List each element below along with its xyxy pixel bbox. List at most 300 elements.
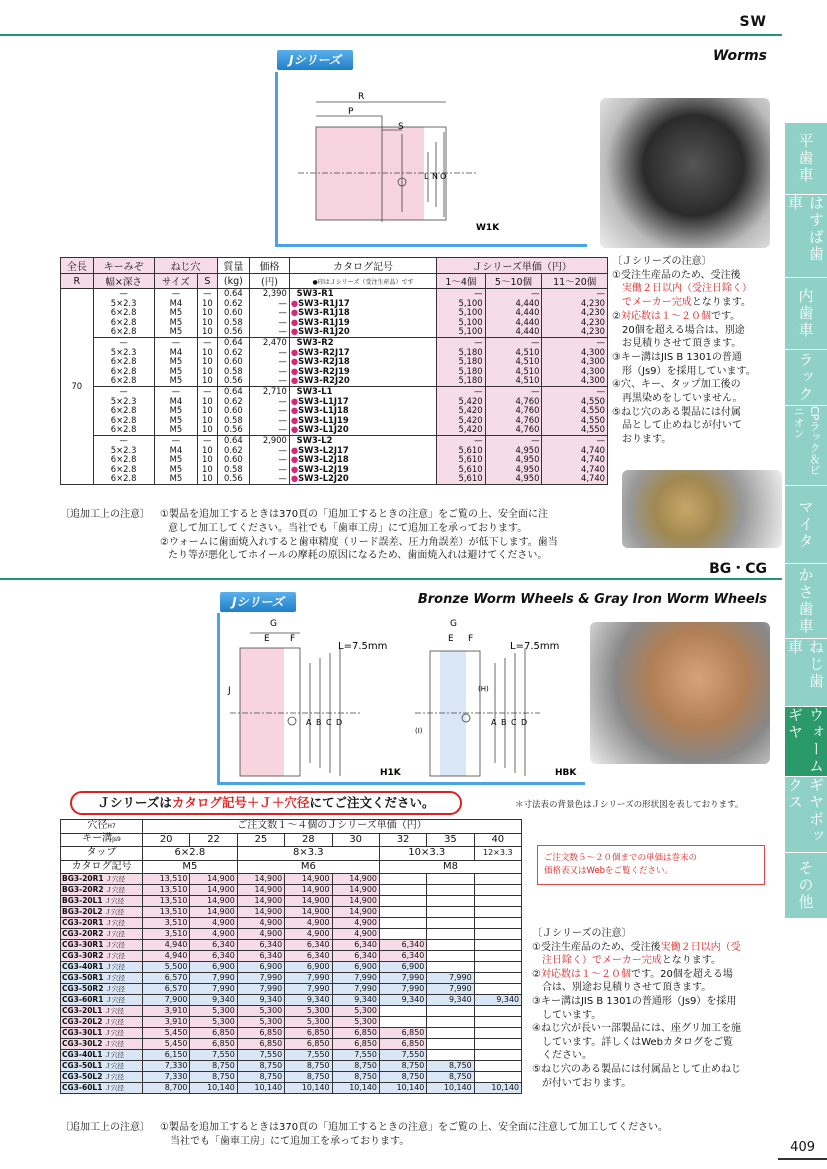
cell-jprice: 6,340 [332, 951, 379, 962]
catalog-code [291, 376, 435, 386]
cell-jprice: 5,500 [143, 962, 190, 973]
col-subheader: ●印はＪシリーズ（受注生産品）です [289, 274, 436, 289]
cell-s: 10 [202, 424, 213, 435]
bore-size: 30 [332, 833, 379, 847]
cell-jprice: 14,900 [285, 907, 332, 918]
cell-size: M4 [169, 297, 183, 308]
note-text: ①受注生産品のため、受注後 [532, 941, 661, 953]
header-text: キー溝 [82, 833, 113, 845]
note-text: ② [532, 968, 541, 980]
cell-jprice: 4,900 [285, 929, 332, 940]
cell-jprice [379, 1006, 426, 1017]
cell-jprice: 10,140 [285, 1083, 332, 1094]
catalog-code-text: CG3-60R1 [62, 995, 104, 1004]
j-suffix: Ｊ穴径 [105, 996, 125, 1004]
cell-jprice: 4,300 [581, 365, 605, 376]
box-text: ご注文数５～２０個までの単価は巻末の [544, 853, 698, 863]
cell-jprice: 4,550 [581, 424, 605, 435]
dim-label: D [521, 718, 528, 727]
cell-jprice: 7,990 [332, 984, 379, 995]
cell-s: — [203, 336, 212, 347]
cell-jprice: 14,900 [237, 896, 284, 907]
cell-key: — [119, 385, 128, 396]
catalog-code-text: SW3-R2 [296, 336, 334, 347]
side-tab[interactable]: 平歯車 [785, 122, 827, 194]
bg-cg-product-photo [622, 470, 782, 548]
cell-jprice: 9,340 [332, 995, 379, 1006]
note-text: となります。 [691, 297, 752, 309]
j-suffix: Ｊ穴径 [105, 930, 125, 938]
catalog-code-text: SW3-R2J19 [298, 365, 350, 376]
catalog-code [61, 874, 143, 885]
catalog-code-text: CG3-20R1 [62, 918, 104, 927]
cell-jprice: 6,340 [379, 940, 426, 951]
cell-size: M4 [169, 346, 183, 357]
catalog-code [61, 1017, 143, 1028]
cell-jprice [427, 918, 474, 929]
cell-jprice: 4,230 [581, 297, 605, 308]
page-number-rule [778, 1158, 827, 1160]
cell-jprice: 9,340 [427, 995, 474, 1006]
side-tab[interactable]: かさ歯車 [785, 563, 827, 638]
cell-jprice [427, 962, 474, 973]
cell-price: — [278, 473, 287, 484]
cell-key: 6×2.8 [110, 424, 137, 435]
cell-jprice: 4,760 [515, 395, 540, 406]
cell-mass: 0.62 [224, 297, 243, 308]
cell-jprice [427, 951, 474, 962]
dim-label: (H) [478, 685, 489, 693]
note-text: が付いております。 [542, 1077, 632, 1089]
cell-jprice: 4,510 [515, 346, 540, 357]
cell-jprice: 10,140 [427, 1083, 474, 1094]
cell-jprice: 8,750 [379, 1061, 426, 1072]
catalog-code-text: CG3-30L1 [62, 1028, 103, 1037]
side-tab[interactable]: ギヤボックス [785, 776, 827, 852]
bore-size: 28 [285, 833, 332, 847]
side-tab[interactable]: 内歯車 [785, 277, 827, 349]
cell-size: M5 [169, 356, 183, 367]
col-subheader: R [61, 274, 94, 289]
cell-jprice: 7,900 [143, 995, 190, 1006]
note-text: 対応数は１～２０個 [540, 968, 631, 980]
catalog-code-text: SW3-L1J18 [298, 405, 349, 416]
cell-jprice: — [596, 336, 605, 347]
section-title-worms: Worms [712, 48, 767, 64]
j-series-dot-icon: ● [290, 307, 299, 318]
dim-label: G [450, 619, 457, 629]
cell-size: — [171, 336, 181, 347]
fig1-l-value: L=7.5mm [338, 641, 388, 652]
cell-jprice: 4,510 [515, 375, 540, 386]
cell-jprice [474, 1061, 521, 1072]
cell-price: — [278, 395, 287, 406]
j-series-dot-icon: ● [290, 424, 299, 435]
cell-jprice: 5,180 [458, 356, 483, 367]
cell-jprice: 4,900 [285, 918, 332, 929]
cell-jprice: — [531, 434, 540, 445]
cell-jprice: 5,180 [458, 375, 483, 386]
cell-jprice [427, 1017, 474, 1028]
cell-jprice: 9,340 [237, 995, 284, 1006]
cell-size: — [171, 434, 181, 445]
catalog-code-text: CG3-60L1 [62, 1083, 103, 1092]
note-text: です。20個を超える場 [630, 968, 733, 980]
cell-jprice [427, 1006, 474, 1017]
cell-jprice: 5,300 [332, 1017, 379, 1028]
dim-label: L [424, 172, 429, 181]
cell-jprice: 4,900 [237, 918, 284, 929]
note-text: 品として止めねじが付いて [622, 420, 742, 432]
cell-jprice [474, 918, 521, 929]
cell-jprice: 7,550 [237, 1050, 284, 1061]
col-subheader: 1～4個 [437, 274, 485, 289]
cell-jprice: 6,900 [332, 962, 379, 973]
header-row [61, 860, 522, 874]
key-size: 12×3.3 [474, 847, 521, 861]
cell-mass: 0.64 [224, 434, 243, 445]
cell-key: 6×2.8 [110, 316, 137, 327]
catalog-code [61, 951, 143, 962]
side-tab[interactable]: マイタ [785, 485, 827, 563]
cell-jprice: 8,700 [143, 1083, 190, 1094]
catalog-code [61, 1061, 143, 1072]
cell-s: 10 [202, 473, 213, 484]
side-tab[interactable]: CPラック＆ピニオン [785, 405, 827, 485]
dim-label: (I) [415, 727, 423, 735]
cell-jprice: 5,300 [237, 1017, 284, 1028]
cell-s: 10 [202, 307, 213, 318]
dim-label: C [511, 718, 517, 727]
note-text: ②ウォームに歯面焼入れすると歯車精度（リード誤差、圧力角誤差）が低下します。歯当 [160, 536, 558, 548]
length-cell: 70 [61, 289, 94, 485]
cell-size: M5 [169, 414, 183, 425]
catalog-code [61, 1083, 143, 1094]
dim-label: D [336, 718, 343, 727]
col-header: カタログ記号 [289, 258, 436, 274]
cell-jprice: 14,900 [237, 874, 284, 885]
cell-jprice: 5,420 [458, 424, 483, 435]
cell-jprice: 5,300 [285, 1006, 332, 1017]
dim-label: P [348, 107, 354, 117]
j-series-dot-icon: ● [290, 395, 299, 406]
catalog-code-text: SW3-R1J20 [298, 326, 350, 337]
dim-label: S [398, 122, 404, 132]
bore-size: 20 [143, 833, 190, 847]
catalog-code-text: CG3-40L1 [62, 1050, 103, 1059]
col-subheader: (円) [250, 274, 290, 289]
cell-jprice: 14,900 [190, 896, 237, 907]
cell-key: 6×2.8 [110, 405, 137, 416]
cell-jprice: 5,100 [458, 316, 483, 327]
note-text: 注日除く）でメーカー完成 [542, 955, 662, 967]
cell-jprice: 4,950 [515, 473, 540, 484]
col-subheader: 11～20個 [542, 274, 608, 289]
side-tab[interactable]: ねじ歯車 [785, 638, 827, 706]
note-text: お見積りさせて頂きます。 [622, 338, 742, 350]
cell-jprice: 6,150 [143, 1050, 190, 1061]
cell-key: 6×2.8 [110, 414, 137, 425]
catalog-code [61, 885, 143, 896]
cell-key: — [119, 434, 128, 445]
cell-jprice: 7,990 [427, 984, 474, 995]
series-tag-wheels: Jシリーズ [220, 592, 296, 612]
cell-jprice [427, 1039, 474, 1050]
catalog-code-text: SW3-L2J20 [298, 473, 349, 484]
cell-jprice: 14,900 [332, 896, 379, 907]
j-series-dot-icon: ● [290, 405, 299, 416]
cell-jprice: — [596, 288, 605, 298]
cell-mass: 0.58 [224, 463, 243, 474]
cell-price: — [278, 297, 287, 308]
catalog-code [61, 918, 143, 929]
j-series-dot-icon: ● [290, 414, 299, 425]
cell-s: 10 [202, 316, 213, 327]
cell-jprice [474, 885, 521, 896]
order-instruction-banner [70, 791, 462, 815]
cell-jprice [474, 874, 521, 885]
cell-key: 6×2.8 [110, 356, 137, 367]
header-row [61, 820, 522, 834]
header-text: 穴径 [87, 819, 108, 831]
catalog-code-text: SW3-R2J17 [298, 346, 350, 357]
cell-jprice: 6,900 [190, 962, 237, 973]
cell-jprice: 4,900 [332, 918, 379, 929]
col-header: カタログ記号 [61, 860, 143, 874]
cell-jprice: 4,900 [190, 918, 237, 929]
cell-jprice: 4,440 [515, 307, 540, 318]
cell-jprice: 6,850 [190, 1039, 237, 1050]
dim-label: F [290, 634, 296, 644]
cell-jprice: 7,990 [285, 973, 332, 984]
figure-code: HBK [555, 768, 577, 778]
cell-s: 10 [202, 463, 213, 474]
cell-jprice: 5,180 [458, 346, 483, 357]
cell-key: 6×2.8 [110, 307, 137, 318]
cell-jprice: 13,510 [143, 896, 190, 907]
cell-jprice: 4,550 [581, 405, 605, 416]
dim-label: F [468, 634, 474, 644]
cell-jprice: 6,900 [379, 962, 426, 973]
cell-jprice: 10,140 [332, 1083, 379, 1094]
header-subtext: H7 [107, 822, 116, 830]
worm-drawing [278, 72, 587, 244]
col-header [61, 820, 143, 834]
cell-size: M5 [169, 326, 183, 337]
cell-jprice [474, 1039, 521, 1050]
cell-jprice: 5,610 [458, 463, 483, 474]
note-text: 合は、別途お見積りさせて頂きます。 [542, 982, 712, 994]
notes-label: 〔追加工上の注意〕 [60, 1122, 150, 1133]
cell-jprice: 4,300 [581, 375, 605, 386]
note-text: ② [612, 310, 621, 322]
note-text: でメーカー完成 [622, 297, 692, 309]
cell-jprice: — [531, 288, 540, 298]
j-series-dot-icon: ● [290, 463, 299, 474]
middle-rule [0, 578, 782, 580]
tap-size: M5 [143, 860, 238, 874]
col-subheader: サイズ [154, 274, 198, 289]
cell-jprice: 5,420 [458, 405, 483, 416]
cell-jprice: 6,850 [379, 1028, 426, 1039]
cell-jprice: 8,750 [379, 1072, 426, 1083]
cell-key: 6×2.8 [110, 473, 137, 484]
cell-jprice [474, 1028, 521, 1039]
cell-jprice: 13,510 [143, 907, 190, 918]
cell-jprice: 13,510 [143, 885, 190, 896]
catalog-code-text: SW3-R1J18 [298, 307, 350, 318]
cell-jprice: — [596, 385, 605, 396]
catalog-code [61, 1039, 143, 1050]
j-suffix: Ｊ穴径 [105, 919, 125, 927]
cell-jprice [474, 984, 521, 995]
cell-price: — [278, 365, 287, 376]
catalog-code-text: CG3-50R1 [62, 973, 104, 982]
cell-key: — [119, 288, 128, 298]
note-text: ①受注生産品のため、受注後 [612, 269, 741, 281]
catalog-code [61, 940, 143, 951]
cell-key: 5×2.3 [110, 346, 137, 357]
col-header: 価格 [250, 258, 290, 274]
cell-jprice [474, 1072, 521, 1083]
cell-jprice [427, 1050, 474, 1061]
j-series-dot-icon: ● [290, 454, 299, 465]
cell-jprice: 6,900 [237, 962, 284, 973]
cell-price: — [278, 326, 287, 337]
cell-jprice: 5,100 [458, 307, 483, 318]
cell-key: 5×2.3 [110, 444, 137, 455]
cell-jprice: — [596, 434, 605, 445]
worm-price-table [60, 257, 608, 485]
cell-mass: 0.60 [224, 307, 243, 318]
catalog-code-text: SW3-L1J17 [298, 395, 349, 406]
tap-size: M6 [237, 860, 379, 874]
j-suffix: Ｊ穴径 [105, 952, 125, 960]
side-tab[interactable]: ウォームギヤ [786, 707, 825, 775]
worm-diagram-frame [275, 72, 587, 247]
header-row [61, 833, 522, 847]
cell-jprice: 4,300 [581, 356, 605, 367]
j-series-dot-icon: ● [290, 365, 299, 376]
side-tab[interactable]: はすば歯車 [785, 194, 827, 277]
cell-s: 10 [202, 375, 213, 386]
cell-jprice [474, 896, 521, 907]
cell-jprice: 7,990 [190, 984, 237, 995]
cell-jprice: 7,990 [237, 984, 284, 995]
side-tab[interactable]: ラック [785, 349, 827, 405]
cell-jprice: 4,230 [581, 326, 605, 337]
cell-jprice [427, 929, 474, 940]
cell-jprice: 5,300 [190, 1006, 237, 1017]
cell-jprice [427, 907, 474, 918]
j-suffix: Ｊ穴径 [104, 1084, 124, 1092]
cell-mass: 0.56 [224, 326, 243, 337]
cell-jprice [474, 929, 521, 940]
cell-jprice: 8,750 [332, 1072, 379, 1083]
notes-title: 〔Ｊシリーズの注意〕 [612, 256, 712, 267]
cell-jprice: 3,910 [143, 1006, 190, 1017]
cell-size: M5 [169, 424, 183, 435]
col-subheader: (kg) [217, 274, 250, 289]
cell-jprice: 10,140 [474, 1083, 521, 1094]
order-text-emphasis: カタログ記号＋Ｊ＋穴径 [171, 795, 310, 810]
cell-jprice: 4,740 [581, 444, 605, 455]
table-row [61, 1072, 522, 1083]
col-header: 全長 [61, 258, 94, 274]
cell-jprice: 6,340 [379, 951, 426, 962]
cell-key: 6×2.8 [110, 365, 137, 376]
cell-jprice: 10,140 [237, 1083, 284, 1094]
col-subheader: S [198, 274, 217, 289]
catalog-code-text: CG3-50L2 [62, 1072, 103, 1081]
cell-jprice: 7,990 [379, 973, 426, 984]
cell-jprice: 14,900 [285, 874, 332, 885]
dim-label: E [264, 634, 270, 644]
cell-jprice [379, 885, 426, 896]
cell-jprice: 9,340 [285, 995, 332, 1006]
catalog-code-text: SW3-R1J17 [298, 297, 350, 308]
cell-jprice: 7,990 [332, 973, 379, 984]
catalog-code-text: SW3-L2J18 [298, 454, 349, 465]
cell-jprice: 7,550 [332, 1050, 379, 1061]
catalog-code-text: SW3-L2 [296, 434, 333, 445]
cell-jprice: 4,950 [515, 454, 540, 465]
cell-jprice: 7,990 [427, 973, 474, 984]
table-row [61, 929, 522, 940]
cell-jprice: 8,750 [285, 1061, 332, 1072]
cell-jprice: 4,740 [581, 473, 605, 484]
cell-price: — [278, 414, 287, 425]
cell-jprice: — [474, 336, 483, 347]
note-text: ④ねじ穴が長い一部製品には、座グリ加工を施 [532, 1023, 741, 1035]
cell-s: 10 [202, 326, 213, 337]
dim-label: B [316, 718, 322, 727]
cell-size: — [171, 385, 181, 396]
dim-label: R [358, 92, 365, 102]
key-size: 8×3.3 [237, 847, 379, 861]
cell-s: 10 [202, 297, 213, 308]
table-row [61, 973, 522, 984]
cell-jprice: 5,610 [458, 454, 483, 465]
cell-jprice: — [531, 385, 540, 396]
cell-jprice: 6,570 [143, 984, 190, 995]
wheel-j-notes [532, 927, 777, 1090]
wheel-product-photo [590, 622, 770, 764]
catalog-code [61, 973, 143, 984]
cell-s: — [203, 288, 212, 298]
cell-jprice: 8,750 [427, 1072, 474, 1083]
catalog-code-text: CG3-30R2 [62, 951, 104, 960]
cell-jprice: 6,850 [379, 1039, 426, 1050]
key-size: 6×2.8 [143, 847, 238, 861]
cell-price: — [278, 346, 287, 357]
catalog-code-text: SW3-R1 [296, 288, 334, 298]
j-suffix: Ｊ穴径 [105, 886, 126, 894]
cell-size: M5 [169, 375, 183, 386]
key-size: 10×3.3 [379, 847, 474, 861]
cell-s: 10 [202, 405, 213, 416]
dim-label: O [440, 172, 447, 181]
cell-price: 2,390 [262, 288, 287, 298]
box-text: 価格表又はWebをご覧ください。 [544, 866, 674, 876]
catalog-code-text: CG3-50R2 [62, 984, 104, 993]
j-suffix: Ｊ穴径 [104, 1062, 124, 1070]
cell-mass: 0.64 [224, 288, 243, 298]
worm-product-photo [600, 98, 770, 248]
cell-jprice: 6,850 [332, 1028, 379, 1039]
side-tab[interactable]: その他 [785, 852, 827, 918]
cell-jprice: 3,510 [143, 929, 190, 940]
